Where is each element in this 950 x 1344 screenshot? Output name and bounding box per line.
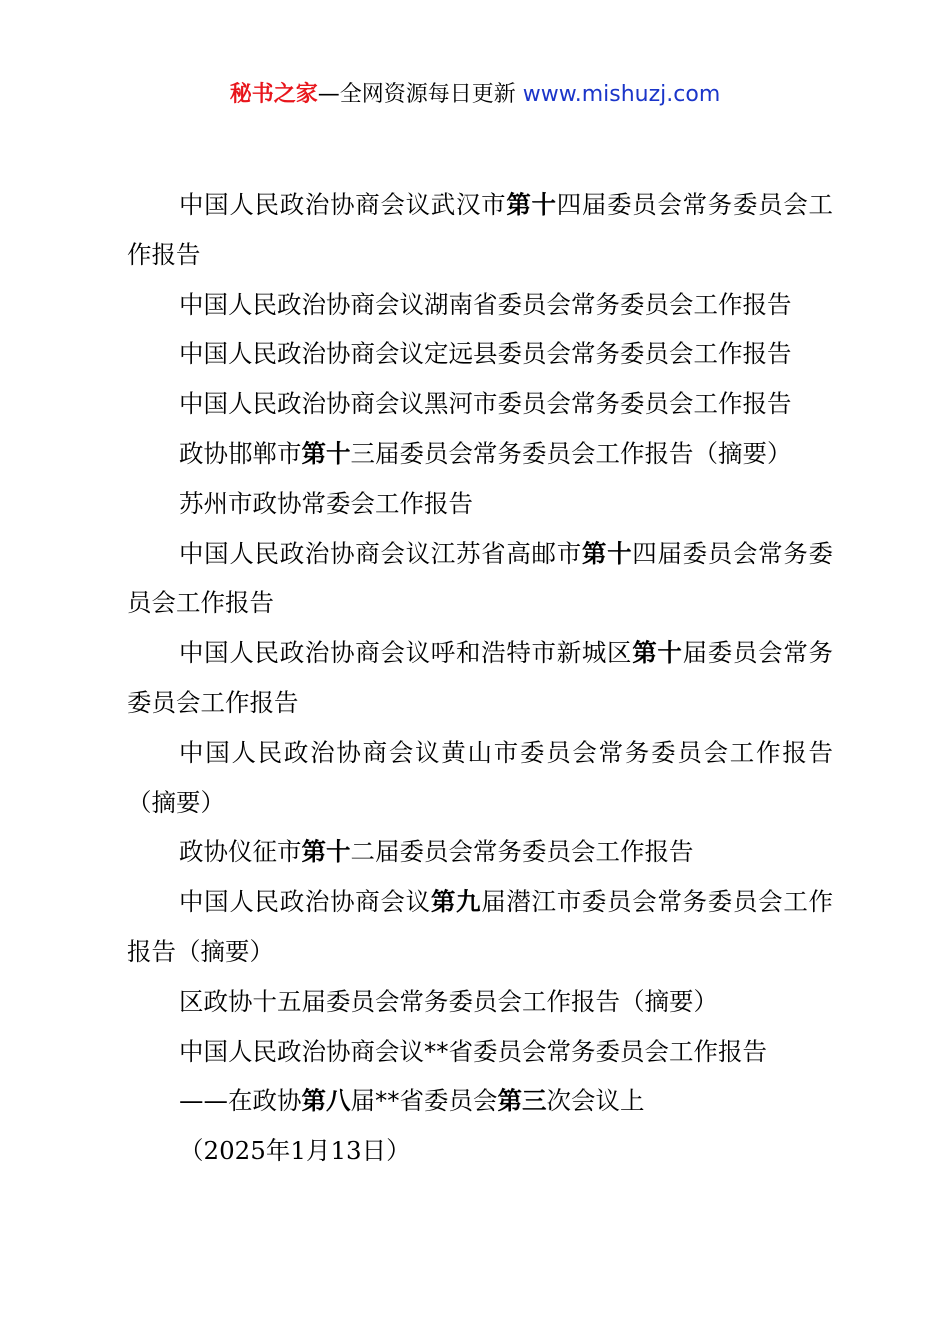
report-title-11: 中国人民政治协商会议第九届潜江市委员会常务委员会工作报告（摘要） (127, 887, 834, 966)
report-title-1: 中国人民政治协商会议武汉市第十四届委员会常务委员会工作报告 (127, 190, 834, 269)
website-link[interactable]: www.mishuzj.com (522, 82, 721, 107)
brand-name: 秘书之家 (229, 82, 318, 107)
report-title-13: 中国人民政治协商会议**省委员会常务委员会工作报告 (179, 1036, 767, 1066)
report-title-3: 中国人民政治协商会议定远县委员会常务委员会工作报告 (179, 339, 792, 369)
report-title-6: 苏州市政协常委会工作报告 (179, 488, 473, 518)
report-title-10: 政协仪征市第十二届委员会常务委员会工作报告 (179, 837, 694, 867)
report-title-9: 中国人民政治协商会议黄山市委员会常务委员会工作报告（摘要） (127, 737, 833, 817)
report-title-2: 中国人民政治协商会议湖南省委员会常务委员会工作报告 (179, 289, 792, 319)
page-header (0, 78, 950, 112)
document-body (127, 180, 833, 1176)
header-tagline: —全网资源每日更新 (317, 82, 523, 107)
report-title-8: 中国人民政治协商会议呼和浩特市新城区第十届委员会常务委员会工作报告 (127, 638, 834, 717)
report-title-12: 区政协十五届委员会常务委员会工作报告（摘要） (179, 986, 718, 1016)
report-date: （2025年1月13日） (179, 1136, 411, 1166)
report-subtitle: ——在政协第八届**省委员会第三次会议上 (179, 1086, 645, 1116)
report-title-4: 中国人民政治协商会议黑河市委员会常务委员会工作报告 (179, 389, 792, 419)
report-title-7: 中国人民政治协商会议江苏省高邮市第十四届委员会常务委员会工作报告 (127, 538, 834, 618)
report-title-5: 政协邯郸市第十三届委员会常务委员会工作报告（摘要） (179, 438, 792, 468)
